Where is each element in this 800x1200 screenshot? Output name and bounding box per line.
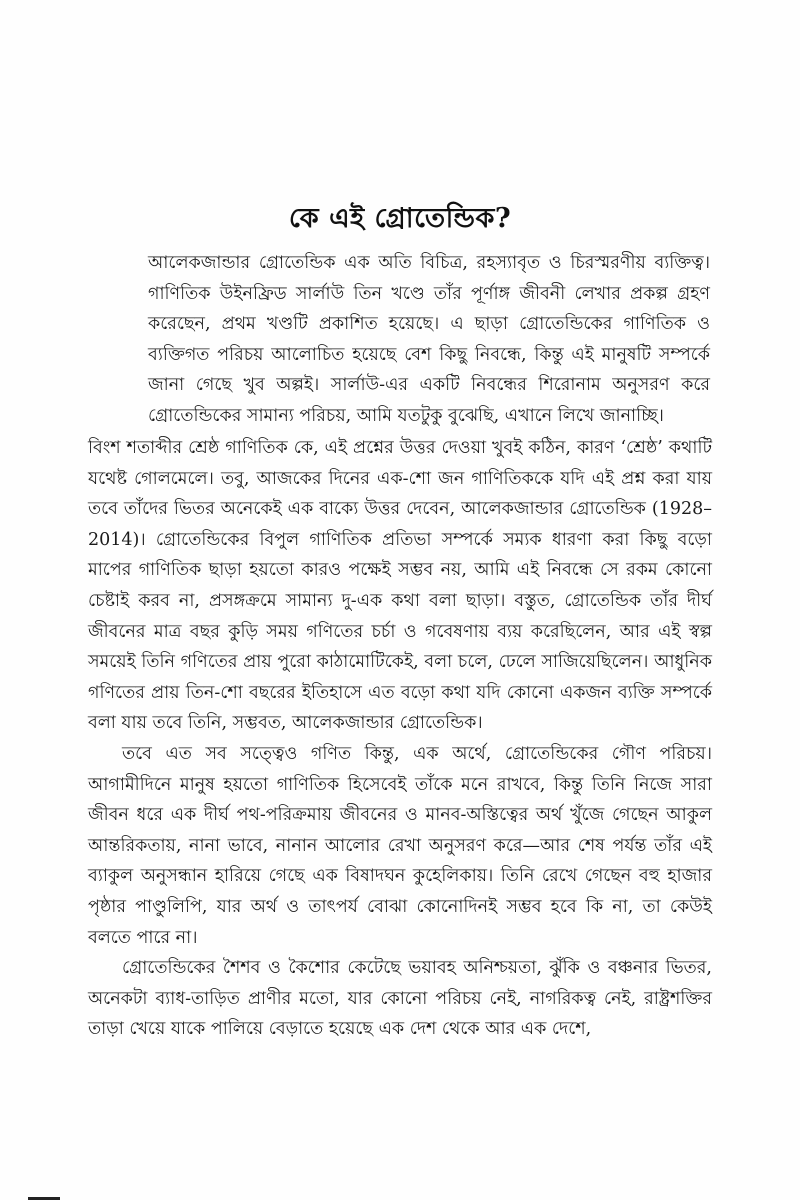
body-text — [88, 433, 712, 1045]
page-title: কে এই গ্রোতেন্ডিক? — [288, 203, 512, 235]
body-paragraph: বিংশ শতাব্দীর শ্রেষ্ঠ গাণিতিক কে, এই প্রশ্নের উত্তর দেওয়া খুবই কঠিন, কারণ ‘শ্রেষ্ঠ’ কথাটি যথেষ্ট গোলমেলে। তবু, আজকের দিনের এক-শো জন গাণিতিককে যদি এই প্রশ্ন করা যায় তবে তাঁদের ভিতর অনেকেই এক বাক্যে উত্তর দেবেন, আলেকজান্ডার গ্রোতেন্ডিক (1928–2014)। গ্রোতেন্ডিকের বিপুল গাণিতিক প্রতিভা সম্পর্কে সম্যক ধারণা করা কিছু বড়ো মাপের গাণিতিক ছাড়া হয়তো কারও পক্ষেই সম্ভব নয়, আমি এই নিবন্ধে সে রকম কোনো চেষ্টাই করব না, প্রসঙ্গক্রমে সামান্য দু-এক কথা বলা ছাড়া। বস্তুত, গ্রোতেন্ডিক তাঁর দীর্ঘ জীবনের মাত্র বছর কুড়ি সময় গণিতের চর্চা ও গবেষণায় ব্যয় করেছিলেন, আর এই স্বল্প সময়েই তিনি গণিতের প্রায় পুরো কাঠামোটিকেই, বলা চলে, ঢেলে সাজিয়েছিলেন। আধুনিক গণিতের প্রায় তিন-শো বছরের ইতিহাসে এত বড়ো কথা যদি কোনো একজন ব্যক্তি সম্পর্কে বলা যায় তবে তিনি, সম্ভবত, আলেকজান্ডার গ্রোতেন্ডিক। — [88, 438, 712, 734]
body-paragraph: গ্রোতেন্ডিকের শৈশব ও কৈশোর কেটেছে ভয়াবহ অনিশ্চয়তা, ঝুঁকি ও বঞ্চনার ভিতর, অনেকটা ব্যাধ-তাড়িত প্রাণীর মতো, যার কোনো পরিচয় নেই, নাগরিকত্ব নেই, রাষ্ট্রশক্তির তাড়া খেয়ে যাকে পালিয়ে বেড়াতে হয়েছে এক দেশ থেকে আর এক দেশে, — [88, 958, 712, 1040]
body-paragraph: তবে এত সব সত্ত্বেও গণিত কিন্তু, এক অর্থে, গ্রোতেন্ডিকের গৌণ পরিচয়। আগামীদিনে মানুষ হয়তো গাণিতিক হিসেবেই তাঁকে মনে রাখবে, কিন্তু তিনি নিজে সারা জীবন ধরে এক দীর্ঘ পথ-পরিক্রমায় জীবনের ও মানব-অস্তিত্বের অর্থ খুঁজে গেছেন আকুল আন্তরিকতায়, নানা ভাবে, নানান আলোর রেখা অনুসরণ করে—আর শেষ পর্যন্ত তাঁর এই ব্যাকুল অনুসন্ধান হারিয়ে গেছে এক বিষাদঘন কুহেলিকায়। তিনি রেখে গেছেন বহু হাজার পৃষ্ঠার পাণ্ডুলিপি, যার অর্থ ও তাৎপর্য বোঝা কোনোদিনই সম্ভব হবে কি না, তা কেউই বলতে পারে না। — [88, 743, 712, 948]
intro-paragraph: আলেকজান্ডার গ্রোতেন্ডিক এক অতি বিচিত্র, রহস্যাবৃত ও চিরস্মরণীয় ব্যক্তিত্ব। গাণিতিক উইনফ্রিড সার্লাউ তিন খণ্ডে তাঁর পূর্ণাঙ্গ জীবনী লেখার প্রকল্প গ্রহণ করেছেন, প্রথম খণ্ডটি প্রকাশিত হয়েছে। এ ছাড়া গ্রোতেন্ডিকের গাণিতিক ও ব্যক্তিগত পরিচয় আলোচিত হয়েছে বেশ কিছু নিবন্ধে, কিন্তু এই মানুষটি সম্পর্কে জানা গেছে খুব অল্পই। সার্লাউ-এর একটি নিবন্ধের শিরোনাম অনুসরণ করে গ্রোতেন্ডিকের সামান্য পরিচয়, আমি যতটুকু বুঝেছি, এখানে লিখে জানাচ্ছি। — [148, 253, 710, 426]
